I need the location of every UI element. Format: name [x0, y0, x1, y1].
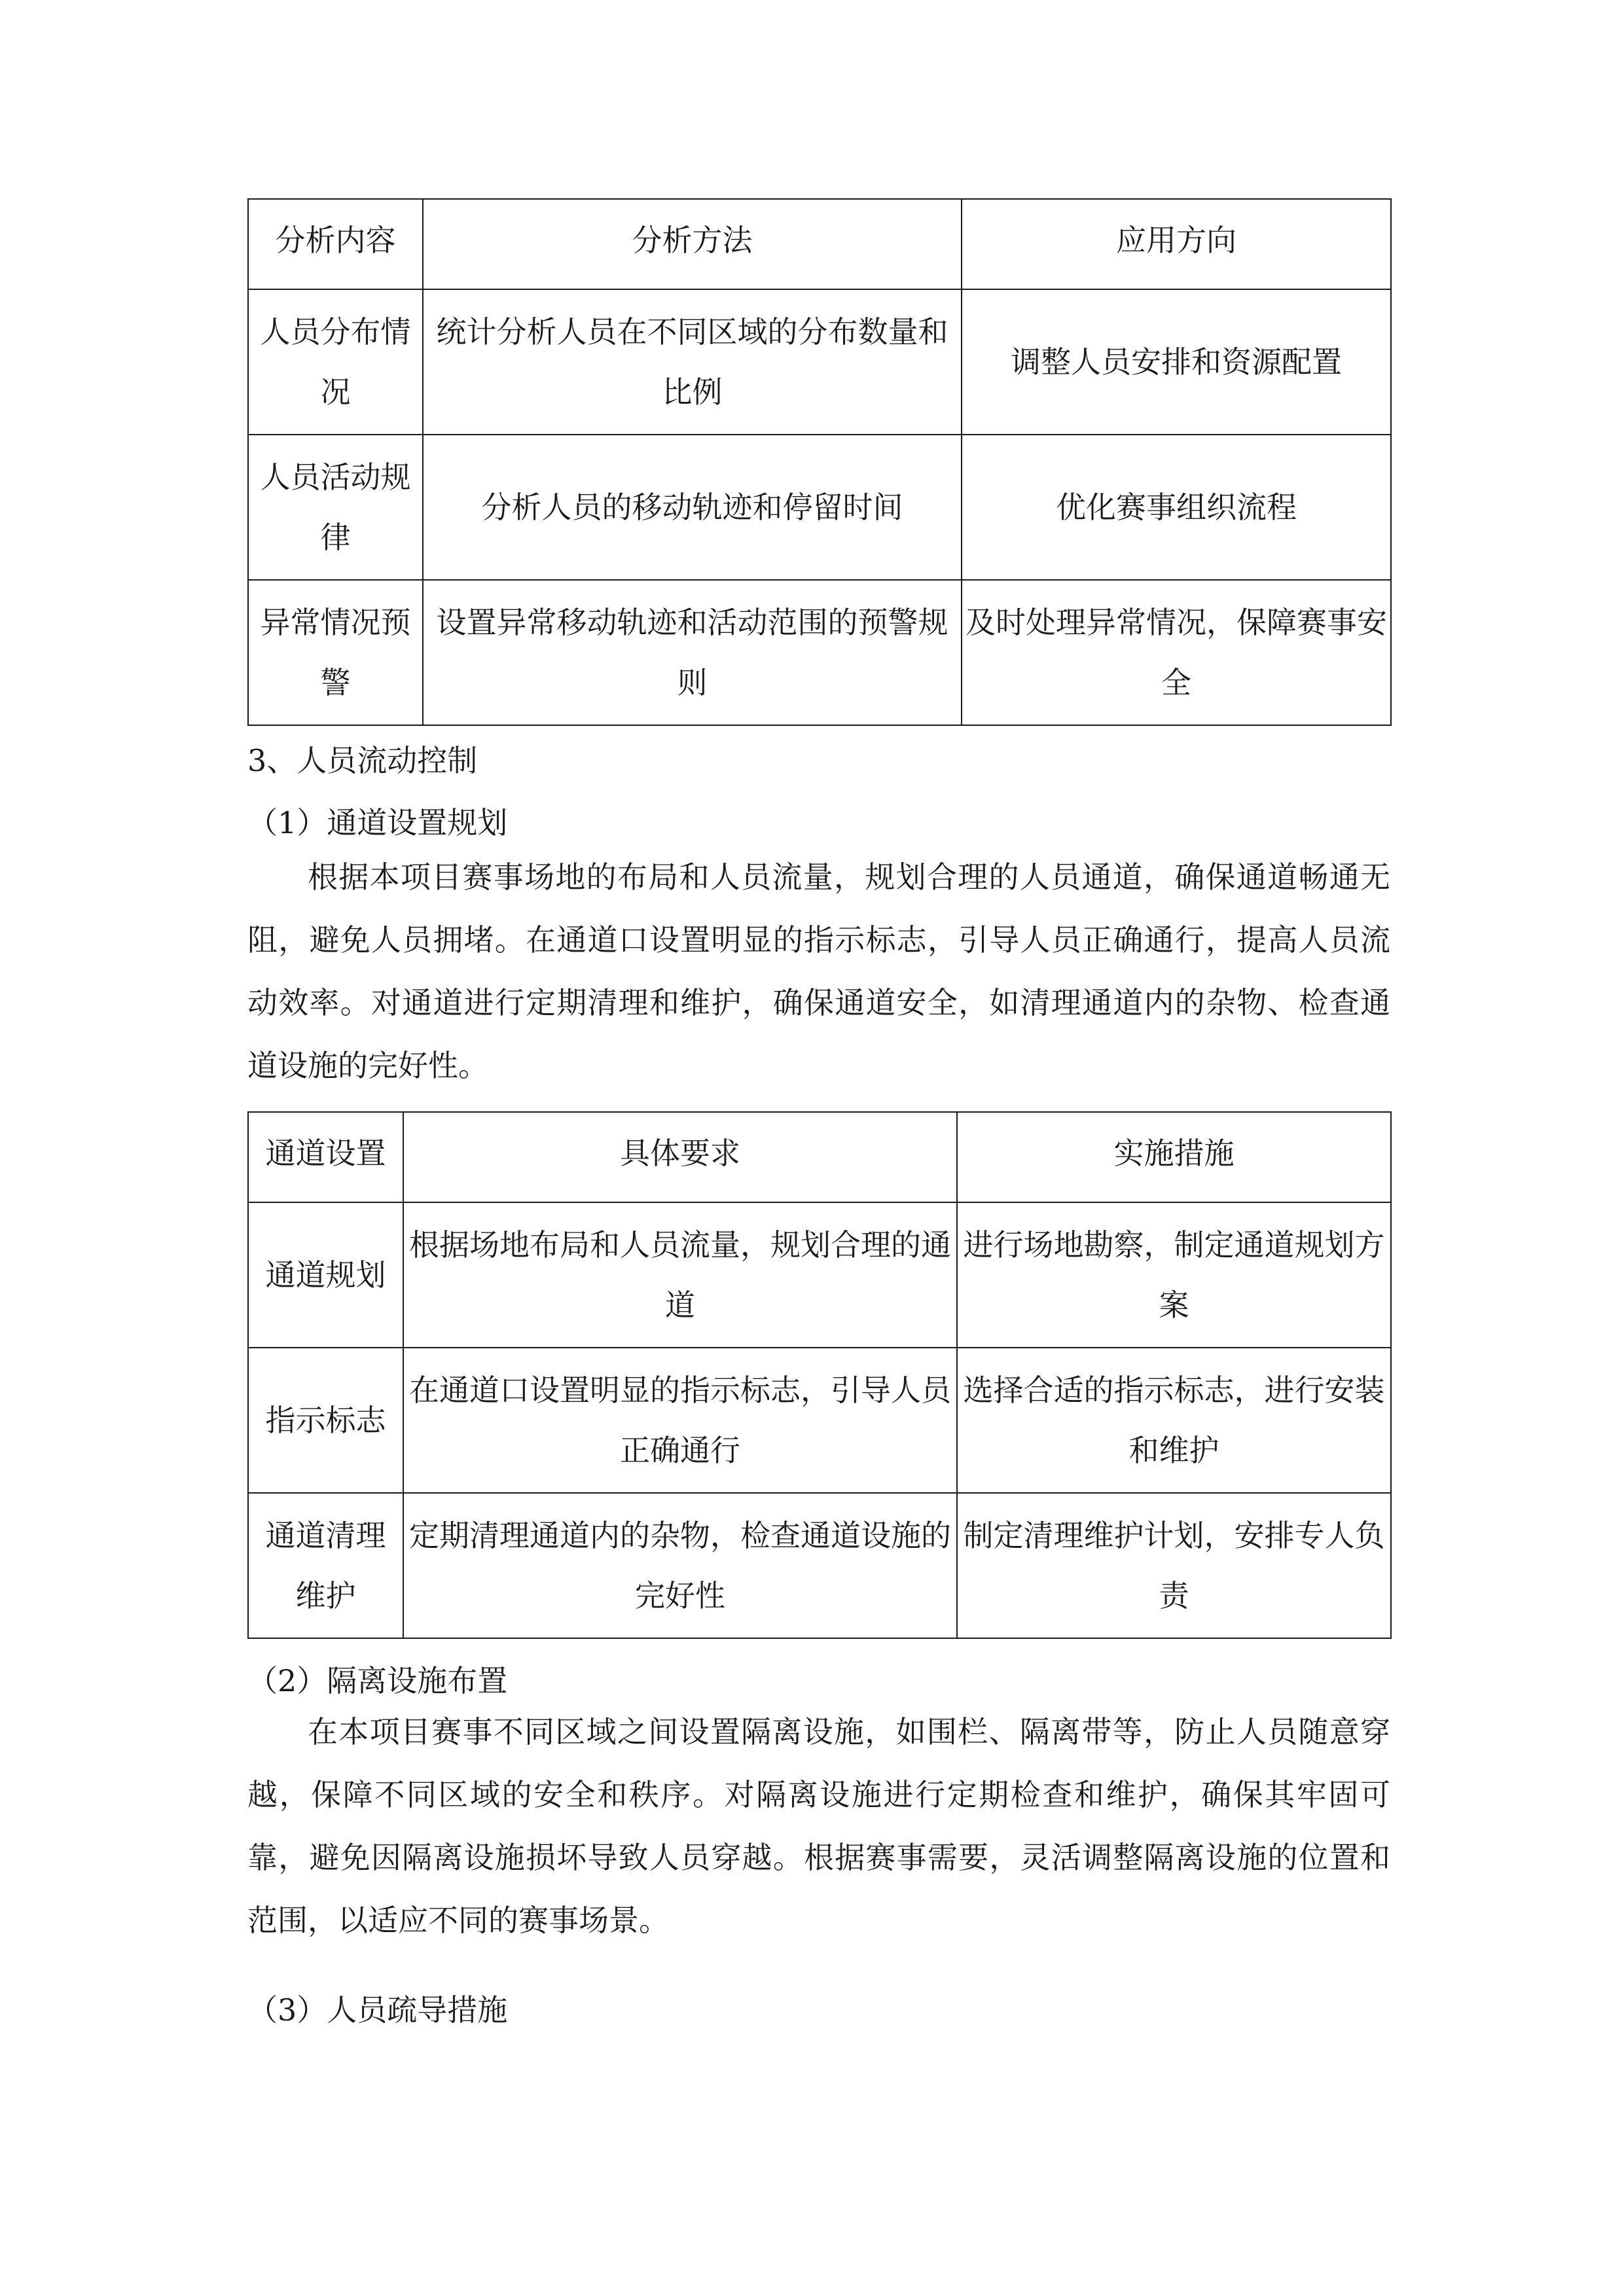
table-cell: 选择合适的指示标志，进行安装和维护 [957, 1348, 1391, 1493]
table-cell: 通道规划 [248, 1202, 403, 1348]
table-cell: 调整人员安排和资源配置 [962, 289, 1391, 435]
paragraph: 根据本项目赛事场地的布局和人员流量，规划合理的人员通道，确保通道畅通无阻，避免人员拥堵。在通道口设置明显的指示标志，引导人员正确通行，提高人员流动效率。对通道进行定期清理和维护，确保通道安全，如清理通道内的杂物、检查通道设施的完好性。 [247, 859, 1390, 1083]
table-cell: 人员活动规律 [248, 435, 423, 580]
table-row [248, 1202, 1391, 1348]
table-row [248, 580, 1391, 725]
subsection-heading: （1）通道设置规划 [247, 805, 508, 840]
paragraph: 在本项目赛事不同区域之间设置隔离设施，如围栏、隔离带等，防止人员随意穿越，保障不同区域的安全和秩序。对隔离设施进行定期检查和维护，确保其牢固可靠，避免因隔离设施损坏导致人员穿越。根据赛事需要，灵活调整隔离设施的位置和范围，以适应不同的赛事场景。 [247, 1714, 1390, 1938]
channel-table [247, 1111, 1392, 1639]
table-cell: 统计分析人员在不同区域的分布数量和比例 [423, 289, 962, 435]
table-cell: 人员分布情况 [248, 289, 423, 435]
table-row [248, 289, 1391, 435]
table-header-row [248, 1112, 1391, 1202]
table-cell: 异常情况预警 [248, 580, 423, 725]
analysis-table [247, 198, 1392, 726]
table-cell: 根据场地布局和人员流量，规划合理的通道 [403, 1202, 957, 1348]
table-cell: 指示标志 [248, 1348, 403, 1493]
table-cell: 优化赛事组织流程 [962, 435, 1391, 580]
table-row [248, 1493, 1391, 1638]
table-header-cell: 应用方向 [962, 199, 1391, 289]
table-cell: 在通道口设置明显的指示标志，引导人员正确通行 [403, 1348, 957, 1493]
table-cell: 设置异常移动轨迹和活动范围的预警规则 [423, 580, 962, 725]
table-cell: 制定清理维护计划，安排专人负责 [957, 1493, 1391, 1638]
table-cell: 通道清理维护 [248, 1493, 403, 1638]
section-heading: 3、人员流动控制 [247, 743, 478, 778]
table-header-row [248, 199, 1391, 289]
subsection-heading: （2）隔离设施布置 [247, 1663, 508, 1698]
subsection-heading: （3）人员疏导措施 [247, 1992, 508, 2028]
table-row [248, 435, 1391, 580]
table-header-cell: 实施措施 [957, 1112, 1391, 1202]
table-cell: 分析人员的移动轨迹和停留时间 [423, 435, 962, 580]
table-header-cell: 分析内容 [248, 199, 423, 289]
table-cell: 定期清理通道内的杂物，检查通道设施的完好性 [403, 1493, 957, 1638]
table-cell: 进行场地勘察，制定通道规划方案 [957, 1202, 1391, 1348]
table-header-cell: 具体要求 [403, 1112, 957, 1202]
table-header-cell: 分析方法 [423, 199, 962, 289]
table-cell: 及时处理异常情况，保障赛事安全 [962, 580, 1391, 725]
table-header-cell: 通道设置 [248, 1112, 403, 1202]
table-row [248, 1348, 1391, 1493]
